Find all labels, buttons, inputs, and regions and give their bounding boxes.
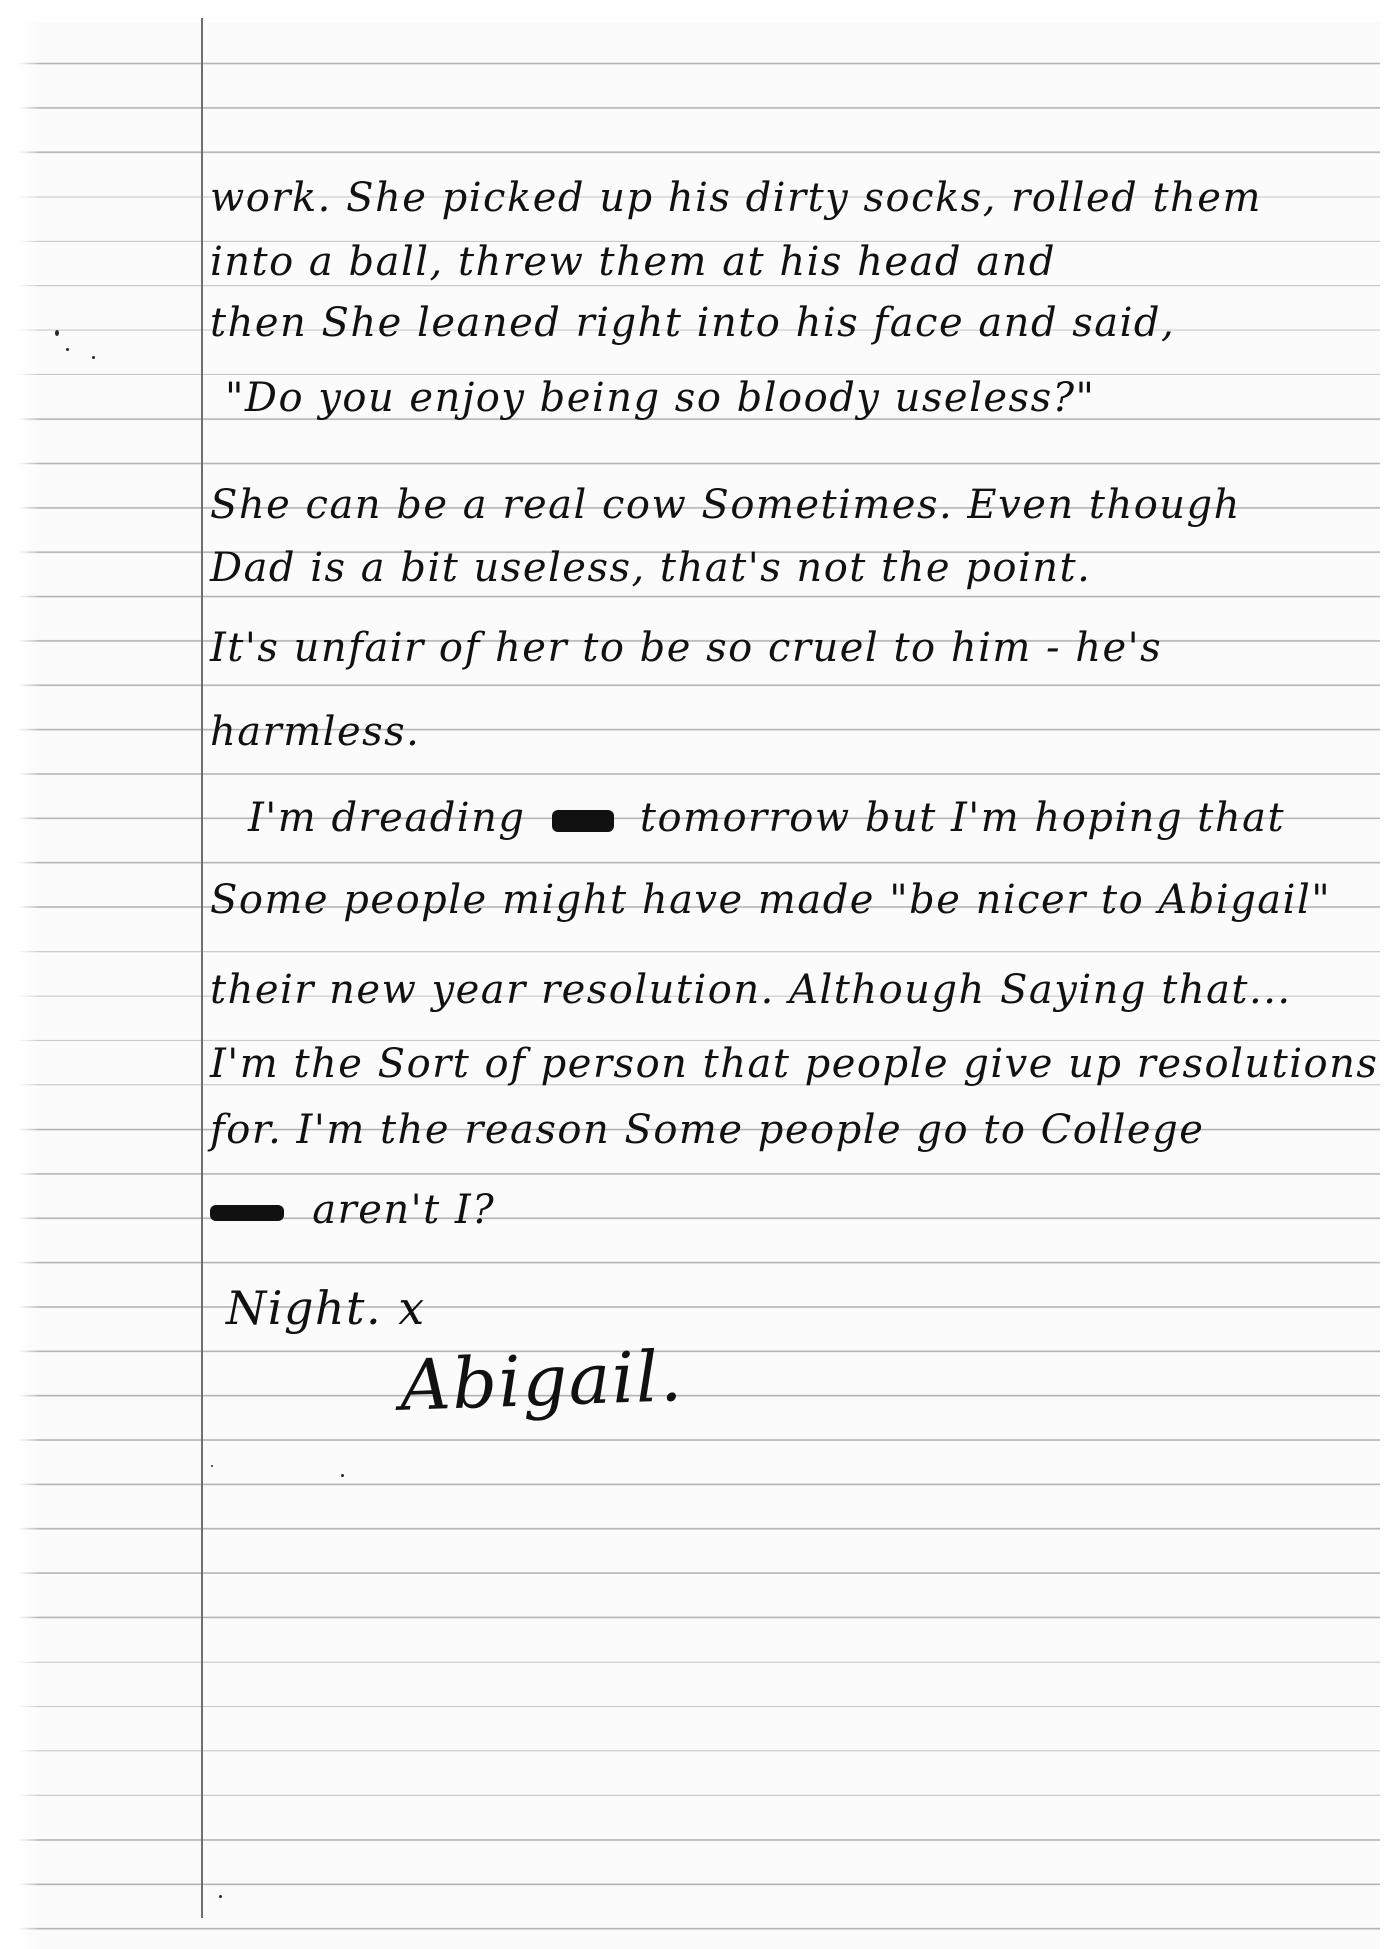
diary-line: "Do you enjoy being so bloody useless?" [225,375,1096,421]
crossed-out-scribble [210,1205,284,1221]
diary-text: tomorrow but I'm hoping that [639,795,1286,841]
diary-line: I'm the Sort of person that people give up resolutions [210,1041,1379,1087]
diary-line: It's unfair of her to be so cruel to him - he's [210,625,1163,671]
crossed-out-scribble [552,810,614,832]
diary-line: Dad is a bit useless, that's not the point. [210,545,1092,591]
signature: Abigail. [398,1335,685,1427]
diary-line-with-scribble [210,1187,496,1233]
diary-text: aren't I? [312,1187,496,1233]
diary-line: into a ball, threw them at his head and [210,239,1056,285]
diary-line: harmless. [210,709,421,755]
signoff: Night. x [226,1281,426,1335]
diary-line: for. I'm the reason Some people go to College [210,1107,1205,1153]
diary-line: work. She picked up his dirty socks, rolled them [210,175,1262,221]
diary-line: She can be a real cow Sometimes. Even though [210,482,1241,528]
diary-line-with-scribble [248,795,1286,841]
diary-text: I'm dreading [248,795,526,841]
diary-line: their new year resolution. Although Saying that... [210,967,1292,1013]
diary-line: Some people might have made "be nicer to Abigail" [210,877,1332,923]
diary-line: then She leaned right into his face and said, [210,300,1176,346]
